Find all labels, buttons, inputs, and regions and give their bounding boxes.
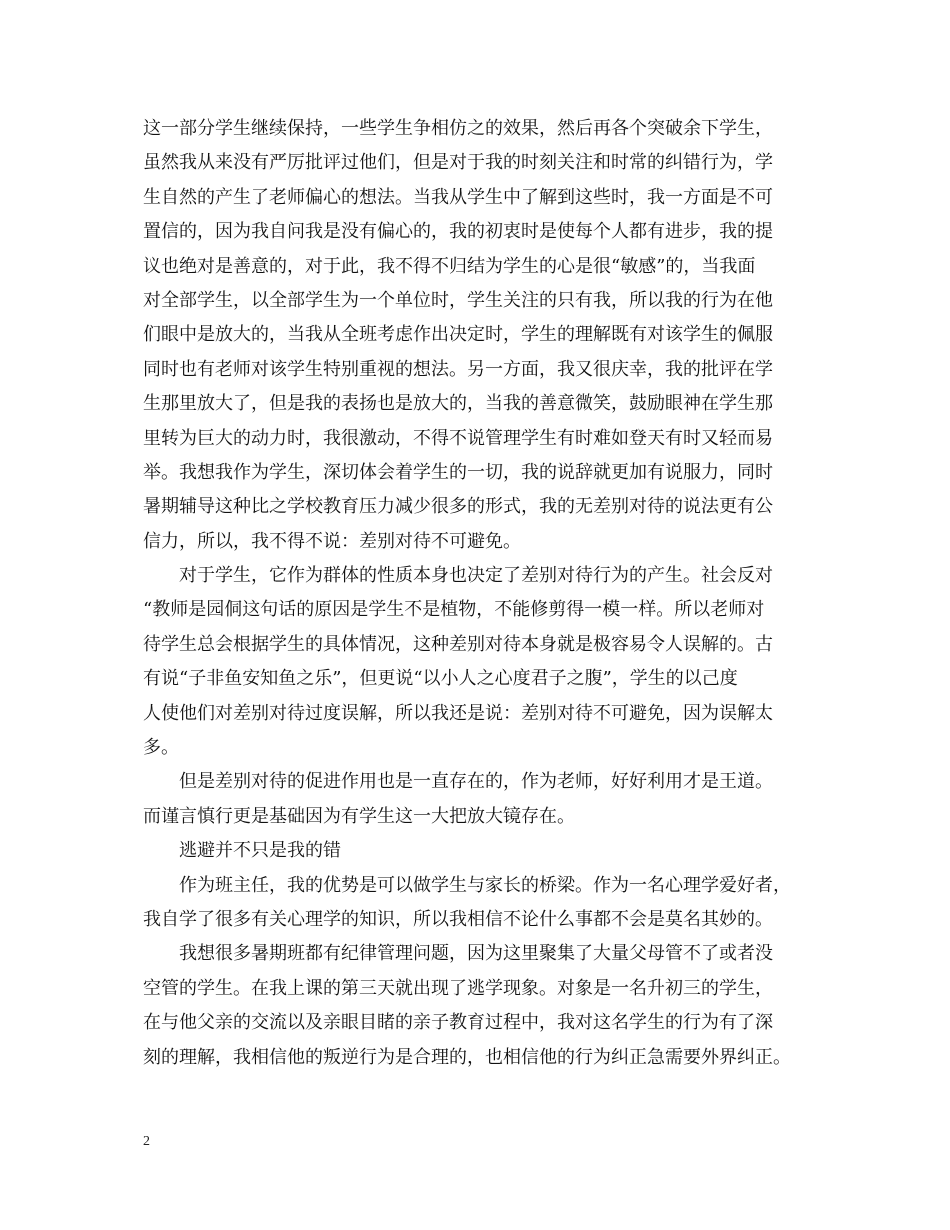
paragraph [143,869,815,938]
text-line: 举。我想我作为学生，深切体会着学生的一切，我的说辞就更加有说服力，同时 [143,461,773,483]
text-line: 议也绝对是善意的，对于此，我不得不归结为学生的心是很“敏感”的，当我面 [143,255,756,277]
text-line: 逃避并不只是我的错 [179,840,341,862]
text-line: 生那里放大了，但是我的表扬也是放大的，当我的善意微笑，鼓励眼神在学生那 [143,393,773,415]
text-line: 在与他父亲的交流以及亲眼目睹的亲子教育过程中，我对这名学生的行为有了深 [143,1012,773,1034]
text-line: 置信的，因为我自问我是没有偏心的，我的初衷时是使每个人都有进步，我的提 [143,221,773,243]
page-number: 2 [143,1134,150,1149]
text-line: 作为班主任，我的优势是可以做学生与家长的桥梁。作为一名心理学爱好者， [179,874,791,896]
text-line: 而谨言慎行更是基础因为有学生这一大把放大镜存在。 [143,805,575,827]
text-line: 多。 [143,737,179,759]
text-line: 这一部分学生继续保持，一些学生争相仿之的效果，然后再各个突破余下学生， [143,118,773,139]
paragraph [143,112,815,559]
text-line: 信力，所以，我不得不说：差别对待不可避免。 [143,530,521,552]
text-line: 虽然我从来没有严厉批评过他们，但是对于我的时刻关注和时常的纠错行为，学 [143,152,773,174]
paragraph [143,559,815,765]
text-line: 待学生总会根据学生的具体情况，这种差别对待本身就是极容易令人误解的。古 [143,633,773,655]
text-line: 我自学了很多有关心理学的知识，所以我相信不论什么事都不会是莫名其妙的。 [143,908,773,930]
text-line: 生自然的产生了老师偏心的想法。当我从学生中了解到这些时，我一方面是不可 [143,186,773,208]
text-line: 有说“子非鱼安知鱼之乐”，但更说“以小人之心度君子之腹”，学生的以己度 [143,668,738,690]
text-line: 我想很多暑期班都有纪律管理问题，因为这里聚集了大量父母管不了或者没 [179,943,773,965]
text-line: 人使他们对差别对待过度误解，所以我还是说：差别对待不可避免，因为误解太 [143,702,773,724]
text-line: 对全部学生，以全部学生为一个单位时，学生关注的只有我，所以我的行为在他 [143,289,773,311]
paragraph [143,834,815,868]
text-line: 里转为巨大的动力时，我很激动，不得不说管理学生有时难如登天有时又轻而易 [143,427,773,449]
text-line: “教师是园侗这句话的原因是学生不是植物，不能修剪得一模一样。所以老师对 [143,599,765,621]
text-line: 对于学生，它作为群体的性质本身也决定了差别对待行为的产生。社会反对 [179,565,773,587]
text-line: 但是差别对待的促进作用也是一直存在的，作为老师，好好利用才是王道。 [179,771,773,793]
text-line: 暑期辅导这种比之学校教育压力减少很多的形式，我的无差别对待的说法更有公 [143,496,773,518]
text-line: 同时也有老师对该学生特别重视的想法。另一方面，我又很庆幸，我的批评在学 [143,358,773,380]
body-text [143,112,815,1075]
text-line: 们眼中是放大的，当我从全班考虑作出决定时，学生的理解既有对该学生的佩服 [143,324,773,346]
text-line: 刻的理解，我相信他的叛逆行为是合理的，也相信他的行为纠正急需要外界纠正。 [143,1046,791,1068]
text-line: 空管的学生。在我上课的第三天就出现了逃学现象。对象是一名升初三的学生， [143,977,773,999]
paragraph [143,937,815,1075]
paragraph [143,765,815,834]
